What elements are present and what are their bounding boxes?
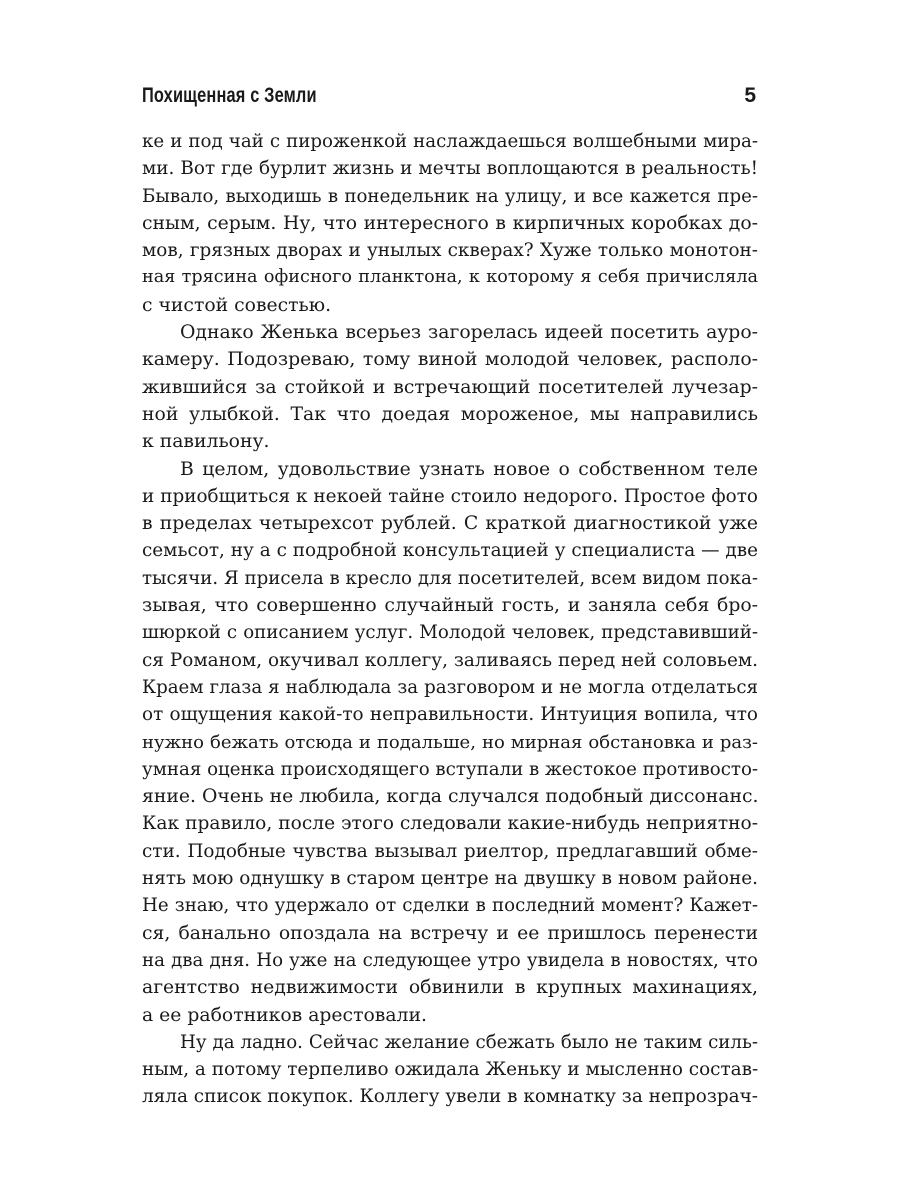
text-line: ляла список покупок. Коллегу увели в комнатку за непрозрач- xyxy=(142,1086,758,1108)
text-line: Краем глаза я наблюдала за разговором и не могла отделаться xyxy=(142,676,758,698)
paragraph xyxy=(142,1029,758,1111)
text-line: ся, банально опоздала на встречу и ее пришлось перенести xyxy=(142,922,758,944)
body-text xyxy=(142,128,758,1111)
text-line: ной улыбкой. Так что доедая мороженое, мы направились xyxy=(142,403,758,425)
text-line: семьсот, ну а с подробной консультацией у специалиста — две xyxy=(142,540,758,562)
text-line: в пределах четырехсот рублей. С краткой диагностикой уже xyxy=(142,513,758,535)
text-line: к павильону. xyxy=(142,431,270,453)
page-number: 5 xyxy=(744,84,756,107)
text-line: нужно бежать отсюда и подальше, но мирная обстановка и раз- xyxy=(142,731,758,753)
paragraph xyxy=(142,128,758,319)
text-line: Как правило, после этого следовали какие-нибудь неприятно- xyxy=(142,813,758,835)
text-line: В целом, удовольствие узнать новое о собственном теле xyxy=(180,458,758,480)
text-line: камеру. Подозреваю, тому виной молодой человек, располо- xyxy=(142,349,758,371)
text-line: ным, а потому терпеливо ожидала Женьку и мысленно состав- xyxy=(142,1059,758,1081)
text-line: сти. Подобные чувства вызывал риелтор, предлагавший обме- xyxy=(142,840,758,862)
text-line: от ощущения какой-то неправильности. Интуиция вопила, что xyxy=(142,704,758,726)
text-line: ми. Вот где бурлит жизнь и мечты воплощаются в реальность! xyxy=(142,158,758,180)
text-line: и приобщиться к некоей тайне стоило недорого. Простое фото xyxy=(142,485,758,507)
paragraph xyxy=(142,319,758,455)
text-line: зывая, что совершенно случайный гость, и заняла себя бро- xyxy=(142,595,758,617)
text-line: Однако Женька всерьез загорелась идеей посетить ауро- xyxy=(180,322,758,344)
text-line: с чистой совестью. xyxy=(142,294,332,316)
text-line: мов, грязных дворах и унылых скверах? Хуже только монотон- xyxy=(142,240,758,262)
running-title: Похищенная с Земли xyxy=(142,84,317,107)
text-line: ся Романом, окучивал коллегу, заливаясь перед ней соловьем. xyxy=(142,649,758,671)
text-line: умная оценка происходящего вступали в жестокое противосто- xyxy=(142,758,758,780)
text-line: Бывало, выходишь в понедельник на улицу, и все кажется пре- xyxy=(142,185,758,207)
text-line: жившийся за стойкой и встречающий посетителей лучезар- xyxy=(142,376,758,398)
running-header xyxy=(142,84,758,114)
text-line: ке и под чай с пироженкой наслаждаешься волшебными мира- xyxy=(142,131,758,152)
text-line: тысячи. Я присела в кресло для посетителей, всем видом пока- xyxy=(142,567,758,589)
text-line: шюркой с описанием услуг. Молодой человек, представивший- xyxy=(142,622,758,644)
text-line: Не знаю, что удержало от сделки в последний момент? Кажет- xyxy=(142,895,758,917)
text-line: сным, серым. Ну, что интересного в кирпичных коробках до- xyxy=(142,212,758,234)
text-line: а ее работников арестовали. xyxy=(142,1004,427,1026)
text-line: Ну да ладно. Сейчас желание сбежать было не таким силь- xyxy=(180,1031,758,1053)
text-line: агентство недвижимости обвинили в крупных махинациях, xyxy=(142,977,758,999)
text-line: ная трясина офисного планктона, к которому я себя причисляла xyxy=(142,267,758,288)
text-line: яние. Очень не любила, когда случался подобный диссонанс. xyxy=(142,786,758,808)
text-line: нять мою однушку в старом центре на двушку в новом районе. xyxy=(142,868,758,890)
paragraph xyxy=(142,456,758,1029)
text-line: на два дня. Но уже на следующее утро увидела в новостях, что xyxy=(142,949,758,971)
